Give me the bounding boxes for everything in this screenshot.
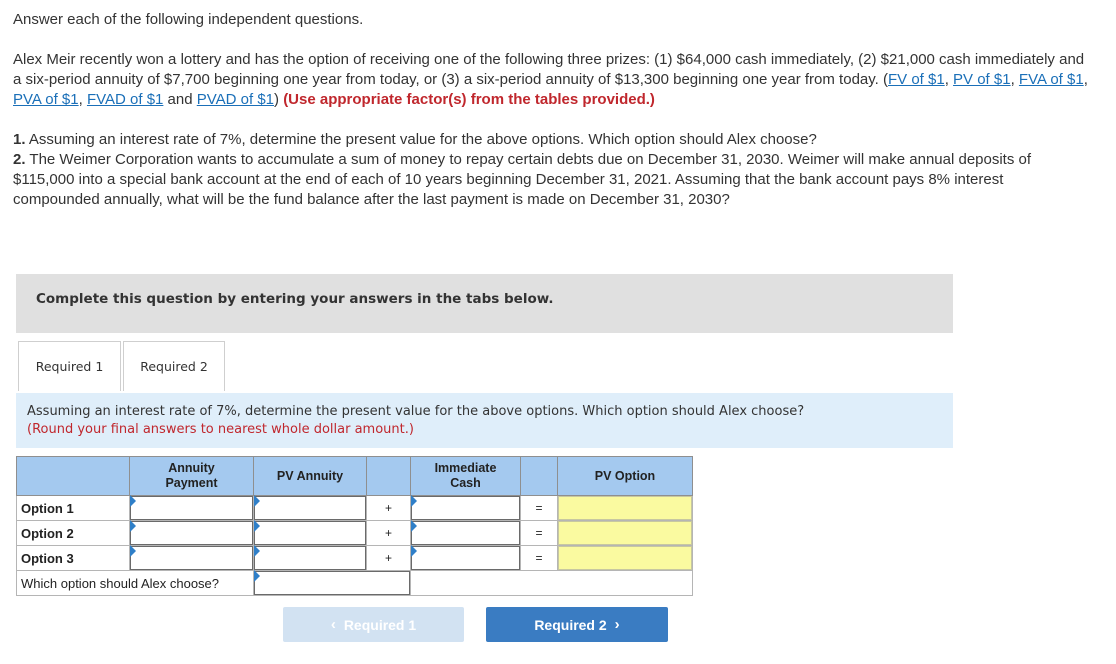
plus-sign: + (367, 496, 411, 521)
next-button-label: Required 2 (534, 616, 607, 633)
pv-option-cell (558, 496, 693, 521)
header-immediate-cash: Immediate Cash (411, 457, 521, 496)
problem-text: Alex Meir recently won a lottery and has the option of receiving one of the following three prizes: (1) $64,000 cash immediately, (2) $21,000 cash immediately and a six-period annuity of $7,700 beginning one year from today, or (3) a six-period annuity of $13,300 beginning one year from today. (13, 51, 1085, 88)
prev-button-label: Required 1 (343, 616, 417, 633)
tab-required-2[interactable]: Required 2 (123, 341, 225, 391)
row-label: Option 3 (17, 546, 130, 571)
immediate-cash-cell (411, 496, 521, 521)
problem-intro (13, 10, 1093, 210)
pv-option-input-option-2[interactable] (558, 521, 692, 545)
chevron-right-icon: › (614, 616, 620, 633)
choice-input[interactable] (254, 571, 410, 595)
annuity-payment-cell (130, 521, 254, 546)
immediate-cash-input-option-2[interactable] (411, 521, 520, 545)
table-row-choice (17, 571, 693, 596)
plus-sign: + (367, 546, 411, 571)
pv-option-cell (558, 546, 693, 571)
header-eq-blank (521, 457, 558, 496)
pv-annuity-input-option-1[interactable] (254, 496, 366, 520)
equals-sign: = (521, 546, 558, 571)
question-box (16, 393, 953, 448)
table-row-option-3 (17, 546, 693, 571)
pv-options-table (16, 456, 693, 596)
choice-cell (254, 571, 411, 596)
equals-sign: = (521, 521, 558, 546)
pv-option-input-option-3[interactable] (558, 546, 692, 570)
annuity-payment-cell (130, 546, 254, 571)
pv-annuity-cell (254, 521, 367, 546)
problem-paragraph: Alex Meir recently won a lottery and has the option of receiving one of the following three prizes: (1) $64,000 cash immediately, (2) $21,000 cash immediately and a six-period annuity of $7,700 beginning one year from today, or (3) a six-period annuity of $13,300 beginning one year from today. (FV of $1, PV of $1, FVA of $1, PVA of $1, FVAD of $1 and PVAD of $1) (Use appropriate factor(s) from the tables provided.) (13, 51, 1088, 108)
pv-annuity-cell (254, 496, 367, 521)
immediate-cash-cell (411, 521, 521, 546)
next-required-2-button[interactable] (486, 607, 668, 642)
table-row-option-1 (17, 496, 693, 521)
link-fv-of-1[interactable]: FV of $1 (887, 71, 945, 88)
choice-label: Which option should Alex choose? (17, 571, 254, 596)
equals-sign: = (521, 496, 558, 521)
header-pv-option: PV Option (558, 457, 693, 496)
annuity-payment-cell (130, 496, 254, 521)
table-instruction: (Use appropriate factor(s) from the tables provided.) (283, 91, 655, 108)
header-pv-annuity: PV Annuity (254, 457, 367, 496)
immediate-cash-input-option-3[interactable] (411, 546, 520, 570)
table-row-option-2 (17, 521, 693, 546)
tab-required-1[interactable]: Required 1 (18, 341, 121, 391)
header-annuity-payment: Annuity Payment (130, 457, 254, 496)
pv-annuity-input-option-3[interactable] (254, 546, 366, 570)
pv-annuity-input-option-2[interactable] (254, 521, 366, 545)
intro-heading: Answer each of the following independent questions. (13, 11, 364, 28)
immediate-cash-input-option-1[interactable] (411, 496, 520, 520)
prev-required-1-button[interactable] (283, 607, 464, 642)
row-label: Option 2 (17, 521, 130, 546)
link-pva-of-1[interactable]: PVA of $1 (13, 91, 79, 108)
annuity-payment-input-option-3[interactable] (130, 546, 253, 570)
link-pvad-of-1[interactable]: PVAD of $1 (196, 91, 275, 108)
annuity-payment-input-option-1[interactable] (130, 496, 253, 520)
question-box-text: Assuming an interest rate of 7%, determine the present value for the above options. Which option should Alex choose? (27, 404, 805, 419)
annuity-payment-input-option-2[interactable] (130, 521, 253, 545)
instruction-banner (16, 274, 953, 333)
header-blank (17, 457, 130, 496)
pv-option-cell (558, 521, 693, 546)
chevron-left-icon: ‹ (330, 616, 336, 633)
link-fva-of-1[interactable]: FVA of $1 (1018, 71, 1084, 88)
banner-text: Complete this question by entering your answers in the tabs below. (36, 291, 554, 307)
pv-option-input-option-1[interactable] (558, 496, 692, 520)
pv-annuity-cell (254, 546, 367, 571)
table-header-row (17, 457, 693, 496)
choice-blank (411, 571, 693, 596)
link-pv-of-1[interactable]: PV of $1 (953, 71, 1011, 88)
question-1: 1. Assuming an interest rate of 7%, determine the present value for the above options. Which option should Alex choose? (13, 131, 817, 148)
link-fvad-of-1[interactable]: FVAD of $1 (86, 91, 164, 108)
plus-sign: + (367, 521, 411, 546)
immediate-cash-cell (411, 546, 521, 571)
question-2: 2. The Weimer Corporation wants to accumulate a sum of money to repay certain debts due on December 31, 2030. Weimer will make annual deposits of $115,000 into a special bank account at the end of each of 10 years beginning December 31, 2021. Assuming that the bank account pays 8% interest compounded annually, what will be the fund balance after the last payment is made on December 31, 2030? (13, 151, 1032, 208)
row-label: Option 1 (17, 496, 130, 521)
rounding-instruction: (Round your final answers to nearest whole dollar amount.) (27, 422, 414, 437)
header-op-blank (367, 457, 411, 496)
